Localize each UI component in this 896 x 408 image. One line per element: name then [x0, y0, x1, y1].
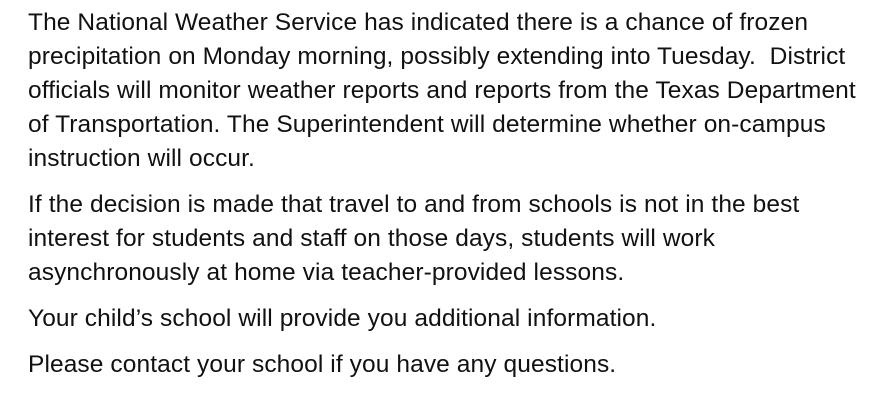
post-body: [28, 6, 880, 382]
paragraph-additional-information: Your child’s school will provide you additional information.: [28, 305, 657, 332]
paragraph-weather-notice: The National Weather Service has indicated there is a chance of frozen precipitation on Monday morning, possibly extending into Tuesday. District officials will monitor weather reports and reports from the Texas Department of Transportation. The Superintendent will determine whether on-campus instruction will occur.: [28, 9, 863, 172]
paragraph-asynchronous-instruction: If the decision is made that travel to and from schools is not in the best interest for students and staff on those days, students will work asynchronously at home via teacher-provided lessons.: [28, 191, 807, 286]
paragraph-contact-school: Please contact your school if you have any questions.: [28, 351, 617, 378]
